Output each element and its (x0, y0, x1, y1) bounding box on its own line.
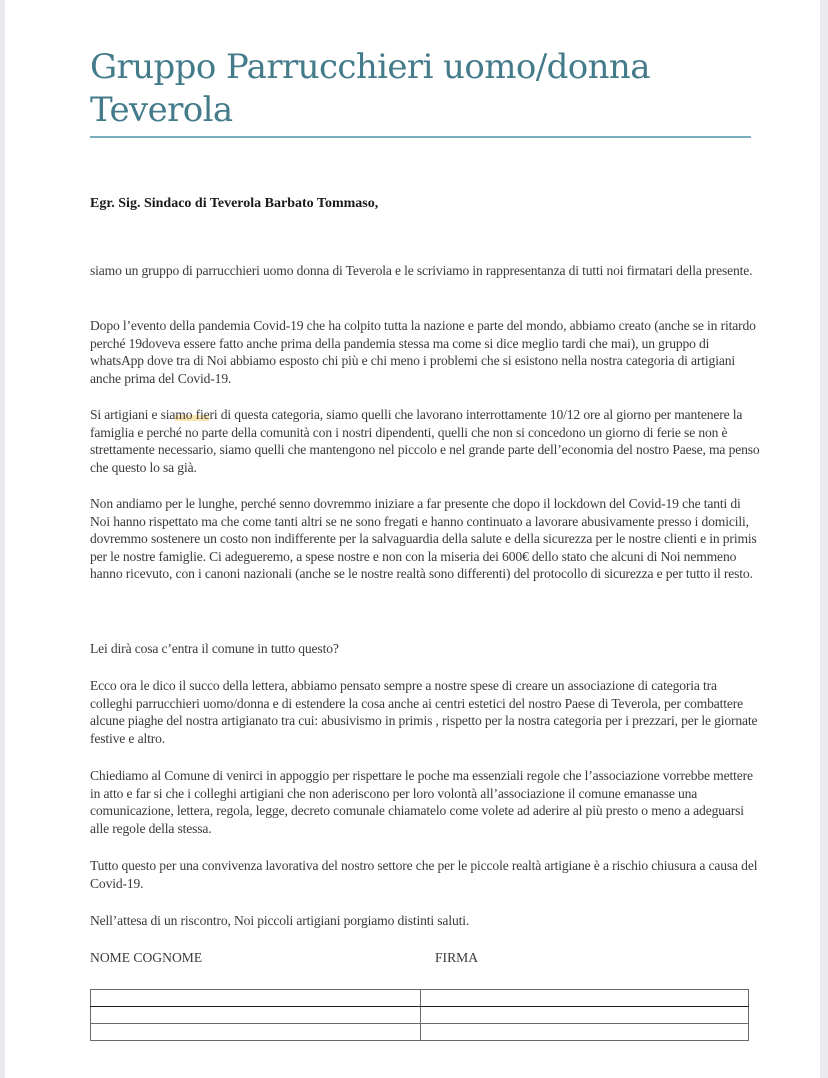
document-page (5, 0, 820, 1078)
paragraph-question: Lei dirà cosa c’entra il comune in tutto questo? (90, 641, 339, 656)
table-row (91, 1007, 749, 1024)
paragraph-request: Chiediamo al Comune di venirci in appoggio per rispettare le poche ma essenziali regole che l’associazione vorrebbe mettere in atto e far si che i colleghi artigiani che non aderiscono per loro volontà all’associazione il comune emanasse una comunicazione, lettera, regola, legge, decreto comunale chiamatelo come volete ad aderire al più presto o meno a adeguarsi alle regole della stessa. (90, 768, 753, 836)
name-cell[interactable] (91, 990, 421, 1007)
paragraph-lockdown: Non andiamo per le lunghe, perché senno dovremmo iniziare a far presente che dopo il lockdown del Covid-19 che tanti di Noi hanno rispettato ma che come tanti altri se ne sono fregati e hanno continuato a lavorare abusivamente presso i domicili, dovremmo sostenere un costo non indifferente per la salvaguardia della salute e della sicurezza per le nostre clienti e in primis per le nostre famiglie. Ci adegueremo, a spese nostre e non con la miseria dei 600€ dello stato che alcuni di Noi nemmeno hanno ricevuto, con i canoni nazionali (anche se le nostre realtà sono differenti) del protocollo di sicurezza e per tutto il resto. (90, 496, 757, 582)
name-column-label: NOME COGNOME (90, 950, 203, 965)
signature-cell[interactable] (421, 990, 749, 1007)
table-row (91, 1024, 749, 1041)
table-row (91, 990, 749, 1007)
highlighted-text: mo fie (175, 407, 210, 422)
paragraph-artisans (90, 406, 762, 476)
paragraph-whatsapp-group: Dopo l’evento della pandemia Covid-19 che ha colpito tutta la nazione e parte del mondo, abbiamo creato (anche se in ritardo perché 19doveva essere fatto anche prima della pandemia stessa ma come si dice meglio tardi che mai), un gruppo di whatsApp dove tra di Noi abbiamo esposto chi più e chi meno i problemi che si esistono nella nostra categoria di artigiani anche prima del Covid-19. (90, 318, 756, 386)
paragraph-closing: Nell’attesa di un riscontro, Noi piccoli artigiani porgiamo distinti saluti. (90, 913, 470, 928)
paragraph-intro: siamo un gruppo di parrucchieri uomo donna di Teverola e le scriviamo in rappresentanza di tutti noi firmatari della presente. (90, 263, 753, 278)
title-underline (90, 136, 751, 138)
viewer-right-edge (820, 0, 828, 1078)
signature-column-label: FIRMA (435, 950, 479, 965)
salutation: Egr. Sig. Sindaco di Teverola Barbato Tommaso, (90, 196, 379, 211)
signature-table (90, 989, 749, 1041)
paragraph-association: Ecco ora le dico il succo della lettera, abbiamo pensato sempre a nostre spese di creare un associazione di categoria tra colleghi parrucchieri uomo/donna e di estendere la cosa anche ai centri estetici del nostro Paese di Teverola, per combattere alcune piaghe del nostra artigianato tra cui: abusivismo in primis , rispetto per la nostra categoria per i prezzari, per le giornate festive e altro. (90, 678, 758, 746)
signature-cell[interactable] (421, 1007, 749, 1024)
name-cell[interactable] (91, 1007, 421, 1024)
signature-cell[interactable] (421, 1024, 749, 1041)
paragraph-artisans-before: Si artigiani e sia (90, 407, 176, 422)
document-title: Gruppo Parrucchieri uomo/donna Teverola (90, 47, 650, 130)
paragraph-artisans-after: ri di questa categoria, siamo quelli che lavorano interrottamente 10/12 ore al giorno per mantenere la famiglia e perché no parte della comunità con i nostri dipendenti, quelli che non si concedono un giorno di ferie se non è strettamente necessario, siamo quelli che mantengono nel piccolo e nel grande parte dell’economia del nostro Paese, ma penso che questo lo sa già. (90, 407, 760, 475)
name-cell[interactable] (91, 1024, 421, 1041)
paragraph-coexistence: Tutto questo per una convivenza lavorativa del nostro settore che per le piccole realtà artigiane è a rischio chiusura a causa del Covid-19. (90, 858, 758, 891)
